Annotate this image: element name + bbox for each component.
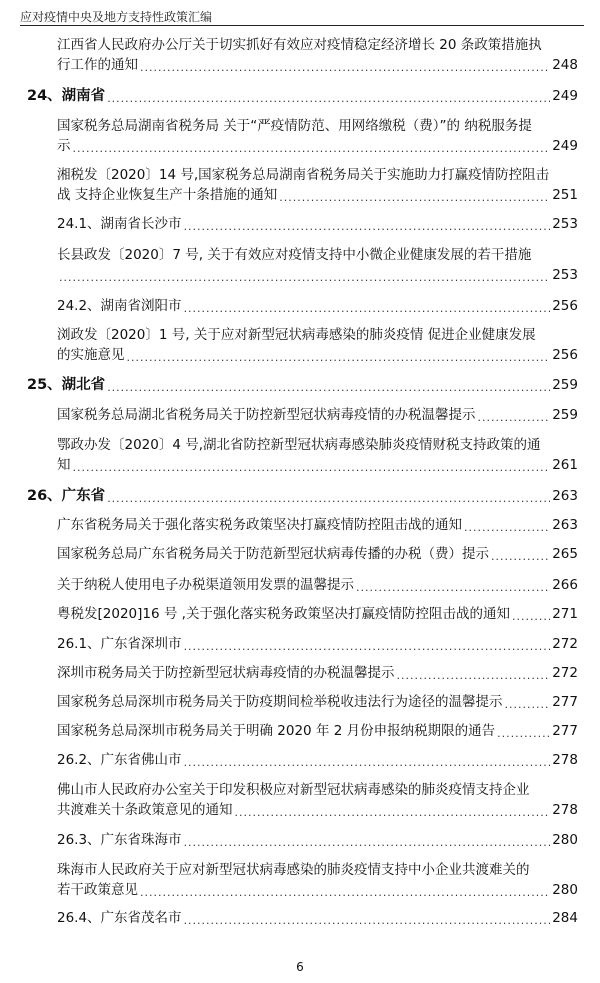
toc-entry-leader-line <box>57 750 578 770</box>
dot-leader <box>184 913 551 928</box>
toc-entry[interactable] <box>57 692 578 712</box>
toc-page-number: 278 <box>552 752 578 768</box>
toc-page-number: 256 <box>552 347 578 363</box>
toc-entry-leader-line <box>57 604 578 624</box>
toc-entry[interactable] <box>57 908 578 928</box>
toc-entry-leader-line <box>27 86 578 106</box>
toc-entry[interactable] <box>57 860 578 900</box>
toc-entry-title: 的实施意见 <box>57 347 125 363</box>
toc-entry-leader-line <box>27 375 578 395</box>
toc-entry-title-line: 佛山市人民政府办公室关于印发积极应对新型冠状病毒感染的肺炎疫情支持企业 <box>57 782 530 798</box>
toc-entry[interactable] <box>57 575 578 595</box>
toc-entry[interactable] <box>57 515 578 535</box>
toc-entry-title: 24、湖南省 <box>27 88 106 104</box>
toc-page-number: 249 <box>552 88 578 104</box>
toc-entry[interactable] <box>57 214 578 234</box>
dot-leader <box>505 697 551 712</box>
toc-page-number: 277 <box>552 694 578 710</box>
toc-entry-leader-line <box>57 634 578 654</box>
toc-entry-leader-line <box>57 830 578 850</box>
toc-entry-title: 广东省税务局关于强化落实税务政策坚决打赢疫情防控阻击战的通知 <box>57 517 462 533</box>
dot-leader <box>497 726 550 741</box>
toc-entry-title-line: 珠海市人民政府关于应对新型冠状病毒感染的肺炎疫情支持中小企业共渡难关的 <box>57 862 530 878</box>
toc-entry[interactable] <box>57 165 578 205</box>
toc-entry-title: 深圳市税务局关于防控新型冠状病毒疫情的办税温馨提示 <box>57 665 395 681</box>
toc-page-number: 280 <box>552 882 578 898</box>
toc-entry-title: 示 <box>57 138 71 154</box>
toc-entry-leader-line <box>57 55 578 75</box>
toc-page-number: 280 <box>552 832 578 848</box>
toc-entry-leader-line <box>57 544 578 564</box>
toc-entry-title: 26.4、广东省茂名市 <box>57 910 182 926</box>
toc-entry-leader-line <box>57 908 578 928</box>
dot-leader <box>107 91 550 106</box>
dot-leader <box>140 60 550 75</box>
toc-page-number: 271 <box>552 606 578 622</box>
dot-leader <box>184 301 551 316</box>
toc-entry[interactable] <box>57 830 578 850</box>
toc-entry-title-line: 湘税发〔2020〕14 号,国家税务总局湖南省税务局关于实施助力打赢疫情防控阻击 <box>57 167 550 183</box>
toc-entry-leader-line <box>57 721 578 741</box>
toc-entry-title: 战 支持企业恢复生产十条措施的通知 <box>57 187 278 203</box>
dot-leader <box>140 885 550 900</box>
toc-entry[interactable] <box>57 116 578 156</box>
dot-leader <box>279 190 550 205</box>
toc-entry[interactable] <box>57 544 578 564</box>
dot-leader <box>127 350 551 365</box>
toc-entry-title: 国家税务总局湖北省税务局关于防控新型冠状病毒疫情的办税温馨提示 <box>57 407 476 423</box>
toc-entry-leader-line <box>57 692 578 712</box>
toc-entry-title-line: 浏政发〔2020〕1 号, 关于应对新型冠状病毒感染的肺炎疫情 促进企业健康发展 <box>57 327 536 343</box>
toc-entry[interactable] <box>57 435 578 475</box>
toc-entry-leader-line <box>57 136 578 156</box>
dot-leader <box>107 380 550 395</box>
toc-entry-title: 国家税务总局广东省税务局关于防范新型冠状病毒传播的办税（费）提示 <box>57 546 489 562</box>
dot-leader <box>184 755 551 770</box>
toc-entry-title-line: 鄂政办发〔2020〕4 号,湖北省防控新型冠状病毒感染肺炎疫情财税支持政策的通 <box>57 437 541 453</box>
dot-leader <box>478 410 551 425</box>
toc-entry[interactable] <box>57 721 578 741</box>
toc-entry-title: 粤税发[2020]16 号 ,关于强化落实税务政策坚决打赢疫情防控阻击战的通知 <box>57 606 510 622</box>
toc-section-entry[interactable] <box>27 486 578 506</box>
toc-entry-title: 24.1、湖南省长沙市 <box>57 216 182 232</box>
running-header: 应对疫情中央及地方支持性政策汇编 <box>20 10 213 24</box>
toc-entry-title: 26.2、广东省佛山市 <box>57 752 182 768</box>
toc-entry[interactable] <box>57 245 578 285</box>
toc-section-entry[interactable] <box>27 86 578 106</box>
toc-entry-title: 24.2、湖南省浏阳市 <box>57 298 182 314</box>
toc-page-number: 259 <box>552 377 578 393</box>
toc-page-number: 272 <box>552 636 578 652</box>
toc-entry-title: 26.1、广东省深圳市 <box>57 636 182 652</box>
toc-page-number: 278 <box>552 802 578 818</box>
toc-entry-leader-line <box>57 515 578 535</box>
toc-page-number: 261 <box>552 457 578 473</box>
toc-entry[interactable] <box>57 663 578 683</box>
header-rule <box>20 25 584 26</box>
dot-leader <box>491 549 550 564</box>
toc-entry-title: 国家税务总局深圳市税务局关于防疫期间检举税收违法行为途径的温馨提示 <box>57 694 503 710</box>
toc-entry[interactable] <box>57 405 578 425</box>
toc-page-number: 266 <box>552 577 578 593</box>
toc-section-entry[interactable] <box>27 375 578 395</box>
toc-entry-leader-line <box>57 575 578 595</box>
toc-entry-title: 26.3、广东省珠海市 <box>57 832 182 848</box>
toc-entry-leader-line <box>57 345 578 365</box>
toc-entry[interactable] <box>57 35 578 75</box>
toc-entry-title: 共渡难关十条政策意见的通知 <box>57 802 233 818</box>
toc-entry[interactable] <box>57 296 578 316</box>
toc-page-number: 251 <box>552 187 578 203</box>
toc-entry[interactable] <box>57 780 578 820</box>
dot-leader <box>73 460 551 475</box>
dot-leader <box>107 491 550 506</box>
toc-entry[interactable] <box>57 634 578 654</box>
dot-leader <box>184 835 551 850</box>
toc-page-number: 256 <box>552 298 578 314</box>
toc-page-number: 253 <box>552 267 578 283</box>
toc-page-number: 248 <box>552 57 578 73</box>
toc-page-number: 263 <box>552 488 578 504</box>
toc-entry[interactable] <box>57 604 578 624</box>
toc-entry-title: 26、广东省 <box>27 488 106 504</box>
dot-leader <box>356 580 550 595</box>
toc-entry-title-line: 长县政发〔2020〕7 号, 关于有效应对疫情支持中小微企业健康发展的若干措施 <box>57 247 532 263</box>
toc-entry[interactable] <box>57 325 578 365</box>
toc-entry-leader-line <box>57 296 578 316</box>
toc-page-number: 249 <box>552 138 578 154</box>
toc-page-number: 265 <box>552 546 578 562</box>
dot-leader <box>59 270 550 285</box>
toc-entry-leader-line <box>57 455 578 475</box>
toc-entry-title-line: 国家税务总局湖南省税务局 关于“严疫情防范、用网络缴税（费）”的 纳税服务提 <box>57 118 532 134</box>
dot-leader <box>464 520 550 535</box>
dot-leader <box>397 668 551 683</box>
toc-entry-title: 25、湖北省 <box>27 377 106 393</box>
toc-page-number: 272 <box>552 665 578 681</box>
toc-entry-title: 国家税务总局深圳市税务局关于明确 2020 年 2 月份申报纳税期限的通告 <box>57 723 496 739</box>
toc-entry-leader-line <box>57 405 578 425</box>
toc-entry-title: 知 <box>57 457 71 473</box>
toc-entry-leader-line <box>57 214 578 234</box>
dot-leader <box>235 805 551 820</box>
toc-entry-leader-line <box>57 800 578 820</box>
toc-entry-leader-line <box>57 265 578 285</box>
toc-page-number: 253 <box>552 216 578 232</box>
toc-entry-title: 关于纳税人使用电子办税渠道领用发票的温馨提示 <box>57 577 354 593</box>
page-number: 6 <box>296 960 304 974</box>
toc-entry-title: 若干政策意见 <box>57 882 138 898</box>
toc-entry-leader-line <box>57 185 578 205</box>
toc-page-number: 259 <box>552 407 578 423</box>
toc-entry-title-line: 江西省人民政府办公厅关于切实抓好有效应对疫情稳定经济增长 20 条政策措施执 <box>57 37 542 53</box>
toc-entry-title: 行工作的通知 <box>57 57 138 73</box>
toc-page-number: 263 <box>552 517 578 533</box>
toc-entry[interactable] <box>57 750 578 770</box>
dot-leader <box>184 639 551 654</box>
dot-leader <box>73 141 551 156</box>
toc-page-number: 277 <box>552 723 578 739</box>
toc-entry-leader-line <box>57 880 578 900</box>
toc-page-number: 284 <box>552 910 578 926</box>
dot-leader <box>184 219 551 234</box>
toc-entry-leader-line <box>57 663 578 683</box>
toc-entry-leader-line <box>27 486 578 506</box>
dot-leader <box>512 609 550 624</box>
